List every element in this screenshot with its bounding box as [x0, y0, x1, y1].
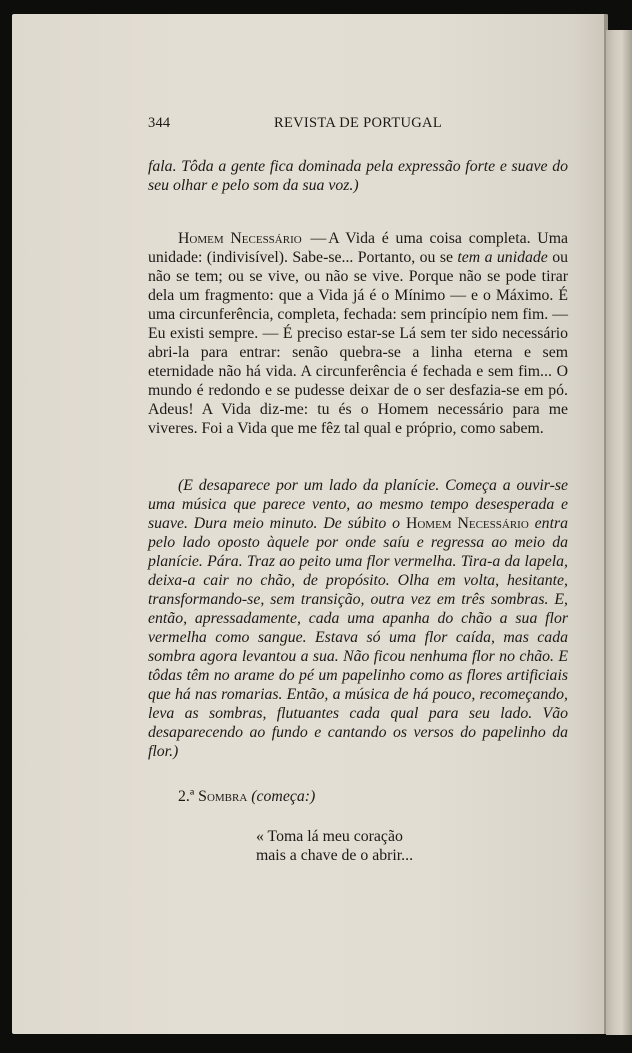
verse [256, 827, 556, 865]
stage-direction-part-2: entra pelo lado oposto àquele por onde saíu e regressa ao meio da planície. Pára. Traz ao peito uma flor vermelha. Tira-a da lapela, deixa-a cair no chão, de propósito. Olha em volta, hesitante, transformando-se, sem transição, outra vez em três sombras. E, então, apressadamente, cada uma apanha do chão a sua flor vermelha como sangue. Estava só uma flor caída, mas cada sombra agora levantou a sua. Não ficou nenhuma flor no chão. E tôdas têm no arame do pé um papelinho como as flores artificiais que há nas romarias. Então, a música de há pouco, recomeçando, leva as sombras, flutuantes cada qual para seu lado. Vão desaparecendo ao fundo e cantando os versos do papelinho da flor.) [148, 515, 569, 760]
stage-direction [148, 476, 568, 761]
speaker-name: Homem Necessário [178, 230, 302, 247]
running-head [148, 115, 568, 135]
speaker-dash: — [310, 230, 327, 247]
speaker-line-segunda-sombra [178, 787, 568, 806]
next-page-edge [606, 30, 632, 1035]
speaker-name-inline: Homem Necessário [405, 515, 529, 532]
dialogue-text-part-1: A Vida é uma coisa completa. Uma unidade: (indivisível). Sabe-se... Portanto, ou se [148, 230, 569, 266]
speaker-number: 2.ª [178, 788, 195, 805]
stage-direction-part-1: (E desaparece por um lado da planície. Começa a ouvir-se uma música que parece vento, ao mesmo tempo desesperada e suave. Dura meio minuto. De súbito o [148, 477, 568, 532]
journal-title: REVISTA DE PORTUGAL [273, 115, 442, 131]
stage-direction-text: fala. Tôda a gente fica dominada pela expressão forte e suave do seu olhar e pelo som da sua voz.) [148, 158, 568, 194]
dialogue-text-part-2: ou não se tem; ou se vive, ou não se vive. Porque não se pode tirar dela um fragmento: que a Vida já é o Mínimo — e o Máximo. É uma circunferência, completa, fechada: sem princípio nem fim. — Eu existi sempre. — É preciso estar-se Lá sem ter sido necessário abri-la para entrar: senão quebra-se a linha eterna e sem eternidade não há vida. A circunferência é fechada e sem fim... O mundo é redondo e se pudesse deixar de o ser desfazia-se em pó. Adeus! A Vida diz-me: tu és o Homem necessário para me viveres. Foi a Vida que me fêz tal qual e próprio, como sabem. [148, 249, 568, 437]
speaker-name: Sombra [198, 788, 248, 805]
dialogue-emphasis: tem a unidade [457, 249, 548, 266]
speaker-direction: (começa:) [251, 788, 316, 805]
verse-line-1: « Toma lá meu coração [256, 828, 403, 845]
dialogue-homem-necessario [148, 229, 568, 438]
verse-line-2: mais a chave de o abrir... [256, 847, 414, 864]
stage-direction-continued [148, 157, 568, 195]
page-number: 344 [148, 115, 171, 131]
